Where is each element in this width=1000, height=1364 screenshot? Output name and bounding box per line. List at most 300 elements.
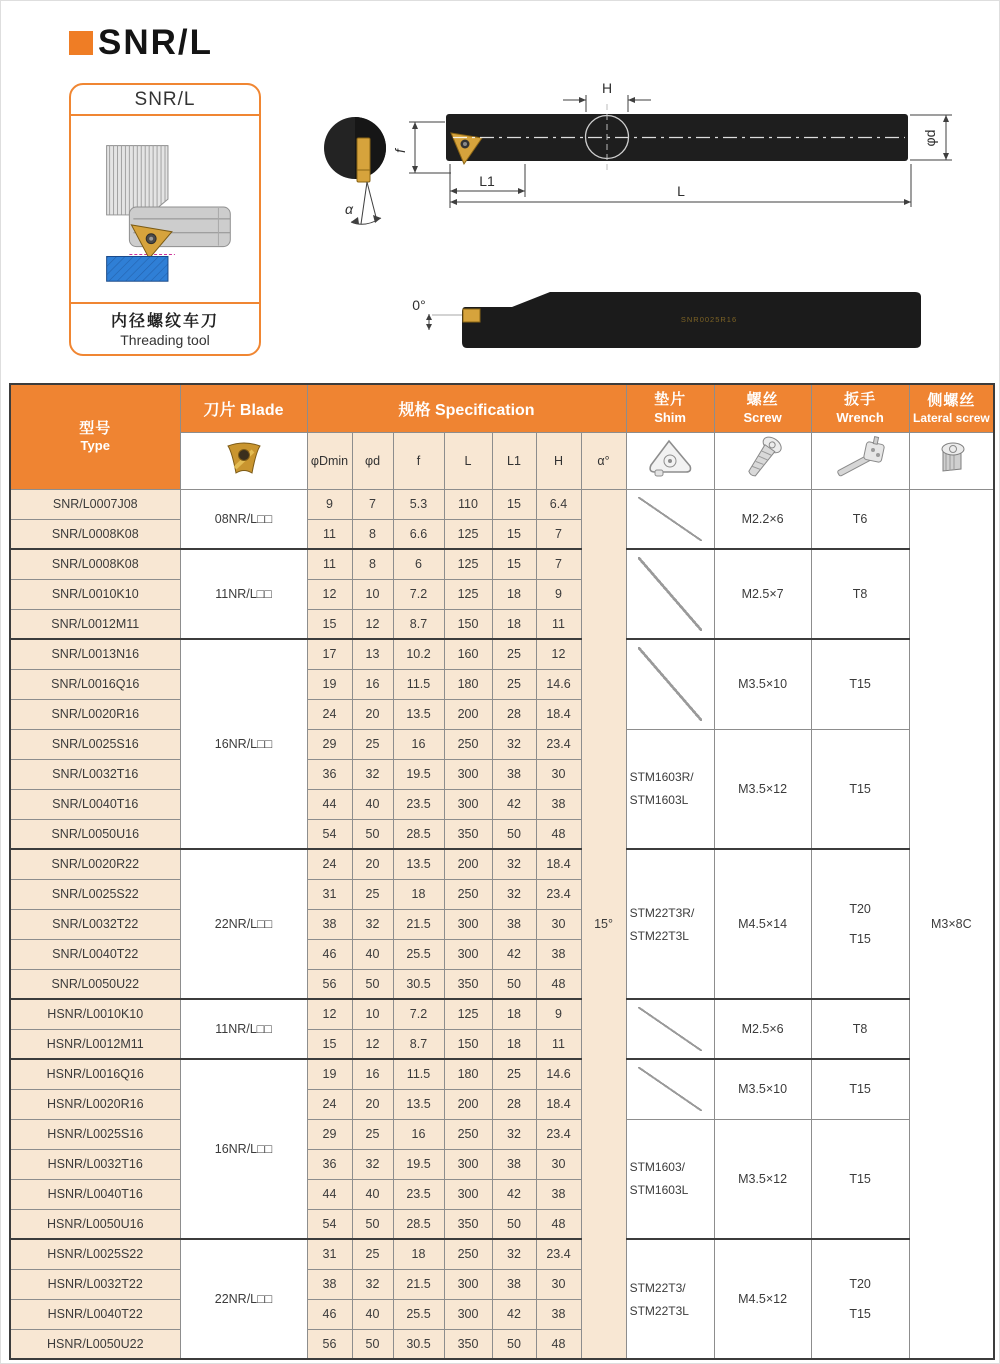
spec-cell: 50 bbox=[352, 819, 393, 849]
subheader-alpha: α° bbox=[581, 432, 626, 489]
header-wrench bbox=[811, 384, 909, 432]
spec-cell: 12 bbox=[307, 999, 352, 1029]
header-lateral-cn: 侧螺丝 bbox=[927, 392, 976, 409]
shim-label: STM1603R/ STM1603L bbox=[629, 770, 694, 808]
spec-cell: 200 bbox=[444, 1089, 492, 1119]
alpha-label: α bbox=[345, 201, 353, 217]
type-cell: SNR/L0040T22 bbox=[10, 939, 180, 969]
spec-cell: 125 bbox=[444, 999, 492, 1029]
spec-cell: 42 bbox=[492, 1179, 536, 1209]
table-row bbox=[10, 729, 994, 759]
wrench-cell bbox=[811, 999, 909, 1059]
spec-cell: 42 bbox=[492, 939, 536, 969]
blade-group-cell: 22NR/L□□ bbox=[180, 1239, 307, 1359]
spec-cell: 14.6 bbox=[536, 669, 581, 699]
spec-cell: 200 bbox=[444, 699, 492, 729]
shim-cell bbox=[626, 1059, 714, 1119]
blade-insert-icon-cell bbox=[180, 432, 307, 489]
spec-cell: 12 bbox=[536, 639, 581, 669]
header-shim-en: Shim bbox=[654, 409, 686, 425]
type-cell: SNR/L0020R22 bbox=[10, 849, 180, 879]
spec-cell: 13.5 bbox=[393, 699, 444, 729]
spec-cell: 300 bbox=[444, 1299, 492, 1329]
spec-cell: 19 bbox=[307, 1059, 352, 1089]
type-cell: HSNR/L0040T22 bbox=[10, 1299, 180, 1329]
spec-cell: 50 bbox=[492, 819, 536, 849]
spec-cell: 9 bbox=[536, 579, 581, 609]
spec-cell: 28 bbox=[492, 1089, 536, 1119]
shim-label: STM1603/ STM1603L bbox=[629, 1160, 689, 1198]
spec-cell: 300 bbox=[444, 1149, 492, 1179]
table-row bbox=[10, 849, 994, 879]
type-cell: HSNR/L0020R16 bbox=[10, 1089, 180, 1119]
blade-group-cell: 16NR/L□□ bbox=[180, 639, 307, 849]
type-cell: HSNR/L0050U16 bbox=[10, 1209, 180, 1239]
spec-cell: 30 bbox=[536, 909, 581, 939]
spec-cell: 32 bbox=[352, 909, 393, 939]
wrench-label: T15 bbox=[849, 1171, 871, 1186]
type-cell: SNR/L0013N16 bbox=[10, 639, 180, 669]
spec-cell: 54 bbox=[307, 819, 352, 849]
table-row bbox=[10, 999, 994, 1029]
spec-cell: 8 bbox=[352, 549, 393, 579]
spec-cell: 50 bbox=[352, 1329, 393, 1359]
spec-cell: 11 bbox=[307, 519, 352, 549]
type-cell: HSNR/L0032T22 bbox=[10, 1269, 180, 1299]
wrench-label: T20 T15 bbox=[849, 1277, 871, 1321]
caption-chinese: 内径螺纹车刀 bbox=[110, 313, 219, 330]
spec-cell: 180 bbox=[444, 669, 492, 699]
spec-cell: 24 bbox=[307, 849, 352, 879]
spec-cell: 42 bbox=[492, 789, 536, 819]
spec-cell: 25 bbox=[352, 1119, 393, 1149]
tool-diagram-card bbox=[69, 83, 261, 356]
wrench-label: T20 T15 bbox=[849, 902, 871, 946]
spec-cell: 32 bbox=[492, 729, 536, 759]
type-cell: SNR/L0032T22 bbox=[10, 909, 180, 939]
spec-cell: 15 bbox=[492, 549, 536, 579]
spec-cell: 300 bbox=[444, 909, 492, 939]
spec-cell: 38 bbox=[536, 1179, 581, 1209]
type-cell: HSNR/L0040T16 bbox=[10, 1179, 180, 1209]
spec-cell: 32 bbox=[492, 1239, 536, 1269]
spec-cell: 56 bbox=[307, 969, 352, 999]
spec-cell: 11.5 bbox=[393, 669, 444, 699]
shim-cell bbox=[626, 1119, 714, 1239]
spec-cell: 30.5 bbox=[393, 1329, 444, 1359]
spec-cell: 23.5 bbox=[393, 1179, 444, 1209]
spec-cell: 16 bbox=[352, 669, 393, 699]
blade-group-cell: 11NR/L□□ bbox=[180, 999, 307, 1059]
spec-cell: 48 bbox=[536, 1209, 581, 1239]
blade-group-cell: 11NR/L□□ bbox=[180, 549, 307, 639]
spec-cell: 18.4 bbox=[536, 849, 581, 879]
spec-cell: 40 bbox=[352, 1299, 393, 1329]
spec-cell: 16 bbox=[352, 1059, 393, 1089]
spec-cell: 38 bbox=[307, 1269, 352, 1299]
spec-cell: 18.4 bbox=[536, 699, 581, 729]
spec-cell: 15 bbox=[307, 609, 352, 639]
type-cell: SNR/L0050U16 bbox=[10, 819, 180, 849]
diagonal-line bbox=[638, 1067, 702, 1111]
technical-drawing bbox=[301, 76, 1000, 376]
shim-cell bbox=[626, 1239, 714, 1359]
screw-cell: M3.5×12 bbox=[714, 729, 811, 849]
header-type-cn: 型号 bbox=[79, 419, 112, 437]
spec-cell: 20 bbox=[352, 1089, 393, 1119]
table-row bbox=[10, 549, 994, 579]
table-row bbox=[10, 1059, 994, 1089]
spec-cell: 7 bbox=[536, 549, 581, 579]
spec-cell: 300 bbox=[444, 1179, 492, 1209]
spec-cell: 23.4 bbox=[536, 1239, 581, 1269]
table-row bbox=[10, 1239, 994, 1269]
spec-cell: 300 bbox=[444, 939, 492, 969]
subheader-f: f bbox=[393, 432, 444, 489]
spec-cell: 25 bbox=[492, 1059, 536, 1089]
diagonal-line bbox=[638, 497, 702, 541]
subheader-d: φd bbox=[352, 432, 393, 489]
spec-cell: 10 bbox=[352, 579, 393, 609]
wrench-cell bbox=[811, 849, 909, 999]
wrench-cell bbox=[811, 489, 909, 549]
spec-cell: 150 bbox=[444, 1029, 492, 1059]
shim-icon-cell bbox=[626, 432, 714, 489]
spec-cell: 23.5 bbox=[393, 789, 444, 819]
spec-cell: 8 bbox=[352, 519, 393, 549]
screw-cell: M2.2×6 bbox=[714, 489, 811, 549]
spec-cell: 38 bbox=[536, 939, 581, 969]
spec-cell: 36 bbox=[307, 1149, 352, 1179]
diagonal-line bbox=[638, 1007, 702, 1051]
spec-cell: 15 bbox=[307, 1029, 352, 1059]
spec-cell: 16 bbox=[393, 1119, 444, 1149]
h-dim-label: H bbox=[601, 80, 613, 96]
end-view bbox=[324, 117, 386, 224]
type-cell: SNR/L0016Q16 bbox=[10, 669, 180, 699]
shim-icon bbox=[643, 436, 697, 480]
lateral-screw-icon-cell bbox=[909, 432, 994, 489]
shim-label: STM22T3/ STM22T3L bbox=[629, 1280, 689, 1318]
diagonal-line bbox=[638, 647, 702, 721]
spec-cell: 50 bbox=[492, 1329, 536, 1359]
spec-cell: 50 bbox=[352, 969, 393, 999]
table-row bbox=[10, 1119, 994, 1149]
wrench-cell bbox=[811, 549, 909, 639]
card-caption bbox=[71, 302, 259, 354]
wrench-cell bbox=[811, 1119, 909, 1239]
type-cell: SNR/L0025S22 bbox=[10, 879, 180, 909]
wrench-label: T8 bbox=[852, 587, 868, 601]
blade-group-cell: 16NR/L□□ bbox=[180, 1059, 307, 1239]
spec-cell: 44 bbox=[307, 1179, 352, 1209]
header-shim-cn: 垫片 bbox=[654, 391, 687, 409]
table-row bbox=[10, 489, 994, 519]
spec-cell: 13.5 bbox=[393, 1089, 444, 1119]
spec-cell: 36 bbox=[307, 759, 352, 789]
screw-cell: M3.5×12 bbox=[714, 1119, 811, 1239]
spec-cell: 11 bbox=[307, 549, 352, 579]
wrench-icon-cell bbox=[811, 432, 909, 489]
spec-cell: 11 bbox=[536, 1029, 581, 1059]
spec-cell: 32 bbox=[492, 1119, 536, 1149]
spec-cell: 25.5 bbox=[393, 1299, 444, 1329]
card-title: SNR/L bbox=[71, 85, 259, 116]
spec-cell: 180 bbox=[444, 1059, 492, 1089]
spec-cell: 30 bbox=[536, 1149, 581, 1179]
table-row bbox=[10, 639, 994, 669]
wrench-cell bbox=[811, 729, 909, 849]
shim-cell bbox=[626, 639, 714, 729]
header-screw-cn: 螺丝 bbox=[746, 391, 779, 409]
spec-cell: 18 bbox=[492, 579, 536, 609]
type-cell: SNR/L0012M11 bbox=[10, 609, 180, 639]
spec-cell: 18 bbox=[393, 1239, 444, 1269]
screw-cell: M2.5×6 bbox=[714, 999, 811, 1059]
spec-cell: 12 bbox=[352, 1029, 393, 1059]
orange-square-icon bbox=[69, 31, 93, 55]
spec-cell: 25.5 bbox=[393, 939, 444, 969]
spec-cell: 16 bbox=[393, 729, 444, 759]
spec-cell: 21.5 bbox=[393, 909, 444, 939]
spec-cell: 250 bbox=[444, 1239, 492, 1269]
lateral-screw-icon bbox=[931, 437, 971, 479]
spec-cell: 38 bbox=[492, 759, 536, 789]
spec-cell: 18 bbox=[492, 1029, 536, 1059]
type-cell: SNR/L0008K08 bbox=[10, 549, 180, 579]
spec-cell: 32 bbox=[492, 879, 536, 909]
spec-cell: 12 bbox=[352, 609, 393, 639]
spec-cell: 38 bbox=[307, 909, 352, 939]
side-view-lower bbox=[412, 292, 921, 348]
spec-cell: 32 bbox=[492, 849, 536, 879]
spec-cell: 9 bbox=[307, 489, 352, 519]
header-lateral-en: Lateral screw bbox=[912, 410, 990, 425]
header-lateral-screw bbox=[909, 384, 994, 432]
wrench-cell bbox=[811, 1059, 909, 1119]
spec-cell: 25 bbox=[492, 639, 536, 669]
spec-cell: 25 bbox=[492, 669, 536, 699]
spec-cell: 13 bbox=[352, 639, 393, 669]
header-blade: 刀片 Blade bbox=[180, 384, 307, 432]
spec-cell: 28.5 bbox=[393, 1209, 444, 1239]
l-dim-label: L bbox=[677, 183, 685, 199]
spec-cell: 30 bbox=[536, 1269, 581, 1299]
type-cell: HSNR/L0016Q16 bbox=[10, 1059, 180, 1089]
page-title: SNR/L bbox=[98, 23, 213, 62]
wrench-icon bbox=[832, 435, 888, 481]
type-cell: SNR/L0025S16 bbox=[10, 729, 180, 759]
spec-cell: 350 bbox=[444, 819, 492, 849]
header-type bbox=[10, 384, 180, 489]
spec-cell: 24 bbox=[307, 699, 352, 729]
spec-cell: 30 bbox=[536, 759, 581, 789]
shim-cell bbox=[626, 849, 714, 999]
spec-cell: 25 bbox=[352, 879, 393, 909]
type-cell: HSNR/L0010K10 bbox=[10, 999, 180, 1029]
spec-cell: 18 bbox=[492, 999, 536, 1029]
spec-cell: 7.2 bbox=[393, 999, 444, 1029]
wrench-label: T6 bbox=[852, 511, 868, 526]
blade-group-cell: 08NR/L□□ bbox=[180, 489, 307, 549]
spec-cell: 50 bbox=[492, 1209, 536, 1239]
spec-cell: 110 bbox=[444, 489, 492, 519]
spec-cell: 23.4 bbox=[536, 729, 581, 759]
spec-cell: 350 bbox=[444, 1329, 492, 1359]
screw-cell: M4.5×12 bbox=[714, 1239, 811, 1359]
screw-cell: M2.5×7 bbox=[714, 549, 811, 639]
spec-cell: 50 bbox=[492, 969, 536, 999]
blade-group-cell: 22NR/L□□ bbox=[180, 849, 307, 999]
header-specification: 规格 Specification bbox=[307, 384, 626, 432]
spec-cell: 54 bbox=[307, 1209, 352, 1239]
spec-cell: 200 bbox=[444, 849, 492, 879]
spec-cell: 250 bbox=[444, 879, 492, 909]
type-cell: SNR/L0007J08 bbox=[10, 489, 180, 519]
tool-illustration bbox=[71, 116, 259, 302]
subheader-l: L bbox=[444, 432, 492, 489]
spec-cell: 46 bbox=[307, 939, 352, 969]
zero-deg-label: 0° bbox=[412, 297, 426, 313]
spec-cell: 6.4 bbox=[536, 489, 581, 519]
wrench-label: T15 bbox=[849, 781, 871, 796]
shim-cell bbox=[626, 999, 714, 1059]
spec-cell: 11.5 bbox=[393, 1059, 444, 1089]
type-cell: SNR/L0050U22 bbox=[10, 969, 180, 999]
spec-cell: 18 bbox=[492, 609, 536, 639]
screw-cell: M4.5×14 bbox=[714, 849, 811, 999]
spec-cell: 8.7 bbox=[393, 1029, 444, 1059]
spec-cell: 250 bbox=[444, 729, 492, 759]
spec-cell: 23.4 bbox=[536, 879, 581, 909]
phi-d-dim-label: φd bbox=[922, 129, 938, 147]
spec-cell: 25 bbox=[352, 729, 393, 759]
type-cell: HSNR/L0025S16 bbox=[10, 1119, 180, 1149]
wrench-cell bbox=[811, 1239, 909, 1359]
type-cell: HSNR/L0012M11 bbox=[10, 1029, 180, 1059]
spec-cell: 19.5 bbox=[393, 759, 444, 789]
wrench-cell bbox=[811, 639, 909, 729]
spec-cell: 350 bbox=[444, 1209, 492, 1239]
spec-cell: 23.4 bbox=[536, 1119, 581, 1149]
header-screw bbox=[714, 384, 811, 432]
spec-cell: 250 bbox=[444, 1119, 492, 1149]
threading-tool-image bbox=[72, 116, 258, 302]
spec-cell: 125 bbox=[444, 549, 492, 579]
type-cell: SNR/L0032T16 bbox=[10, 759, 180, 789]
spec-cell: 31 bbox=[307, 879, 352, 909]
spec-cell: 350 bbox=[444, 969, 492, 999]
spec-cell: 9 bbox=[536, 999, 581, 1029]
type-cell: SNR/L0008K08 bbox=[10, 519, 180, 549]
spec-cell: 20 bbox=[352, 699, 393, 729]
shim-cell bbox=[626, 549, 714, 639]
spec-cell: 11 bbox=[536, 609, 581, 639]
spec-cell: 30.5 bbox=[393, 969, 444, 999]
page-header bbox=[69, 25, 213, 60]
subheader-h: H bbox=[536, 432, 581, 489]
spec-cell: 15 bbox=[492, 489, 536, 519]
shim-label: STM22T3R/ STM22T3L bbox=[629, 905, 695, 943]
side-view-upper bbox=[392, 80, 952, 208]
spec-cell: 18 bbox=[393, 879, 444, 909]
spec-cell: 15 bbox=[492, 519, 536, 549]
spec-cell: 6 bbox=[393, 549, 444, 579]
spec-cell: 44 bbox=[307, 789, 352, 819]
f-dim-label: f bbox=[392, 149, 408, 153]
spec-cell: 7 bbox=[352, 489, 393, 519]
shim-cell bbox=[626, 489, 714, 549]
bar-marking: SNR0025R16 bbox=[680, 315, 738, 324]
caption-english: Threading tool bbox=[120, 332, 210, 348]
spec-cell: 32 bbox=[352, 1149, 393, 1179]
header-type-en: Type bbox=[80, 438, 110, 454]
spec-cell: 28 bbox=[492, 699, 536, 729]
spec-cell: 6.6 bbox=[393, 519, 444, 549]
spec-cell: 125 bbox=[444, 579, 492, 609]
diagonal-line bbox=[638, 557, 702, 631]
wrench-label: T15 bbox=[849, 677, 871, 692]
alpha-cell: 15° bbox=[581, 489, 626, 1359]
spec-cell: 38 bbox=[536, 789, 581, 819]
header-screw-en: Screw bbox=[743, 409, 782, 425]
screw-icon bbox=[742, 433, 784, 483]
type-cell: HSNR/L0032T16 bbox=[10, 1149, 180, 1179]
spec-cell: 48 bbox=[536, 819, 581, 849]
spec-cell: 12 bbox=[307, 579, 352, 609]
specification-table bbox=[9, 383, 995, 1360]
spec-cell: 46 bbox=[307, 1299, 352, 1329]
spec-cell: 29 bbox=[307, 1119, 352, 1149]
spec-cell: 20 bbox=[352, 849, 393, 879]
spec-cell: 38 bbox=[492, 1149, 536, 1179]
lateral-screw-cell: M3×8C bbox=[909, 489, 994, 1359]
spec-cell: 25 bbox=[352, 1239, 393, 1269]
screw-icon-cell bbox=[714, 432, 811, 489]
spec-cell: 160 bbox=[444, 639, 492, 669]
type-cell: SNR/L0040T16 bbox=[10, 789, 180, 819]
spec-cell: 56 bbox=[307, 1329, 352, 1359]
spec-cell: 32 bbox=[352, 759, 393, 789]
wrench-label: T8 bbox=[852, 1022, 868, 1036]
spec-cell: 18.4 bbox=[536, 1089, 581, 1119]
spec-cell: 10 bbox=[352, 999, 393, 1029]
subheader-dmin: φDmin bbox=[307, 432, 352, 489]
spec-cell: 38 bbox=[492, 909, 536, 939]
spec-cell: 38 bbox=[536, 1299, 581, 1329]
spec-cell: 28.5 bbox=[393, 819, 444, 849]
spec-cell: 10.2 bbox=[393, 639, 444, 669]
spec-cell: 40 bbox=[352, 939, 393, 969]
spec-cell: 29 bbox=[307, 729, 352, 759]
spec-cell: 40 bbox=[352, 1179, 393, 1209]
spec-cell: 50 bbox=[352, 1209, 393, 1239]
spec-cell: 14.6 bbox=[536, 1059, 581, 1089]
spec-cell: 300 bbox=[444, 1269, 492, 1299]
spec-cell: 48 bbox=[536, 1329, 581, 1359]
shim-cell bbox=[626, 729, 714, 849]
subheader-l1: L1 bbox=[492, 432, 536, 489]
spec-cell: 19 bbox=[307, 669, 352, 699]
spec-cell: 17 bbox=[307, 639, 352, 669]
spec-cell: 32 bbox=[352, 1269, 393, 1299]
blade-insert-icon bbox=[221, 438, 267, 478]
spec-cell: 300 bbox=[444, 759, 492, 789]
spec-cell: 125 bbox=[444, 519, 492, 549]
spec-cell: 13.5 bbox=[393, 849, 444, 879]
spec-cell: 8.7 bbox=[393, 609, 444, 639]
spec-cell: 7.2 bbox=[393, 579, 444, 609]
